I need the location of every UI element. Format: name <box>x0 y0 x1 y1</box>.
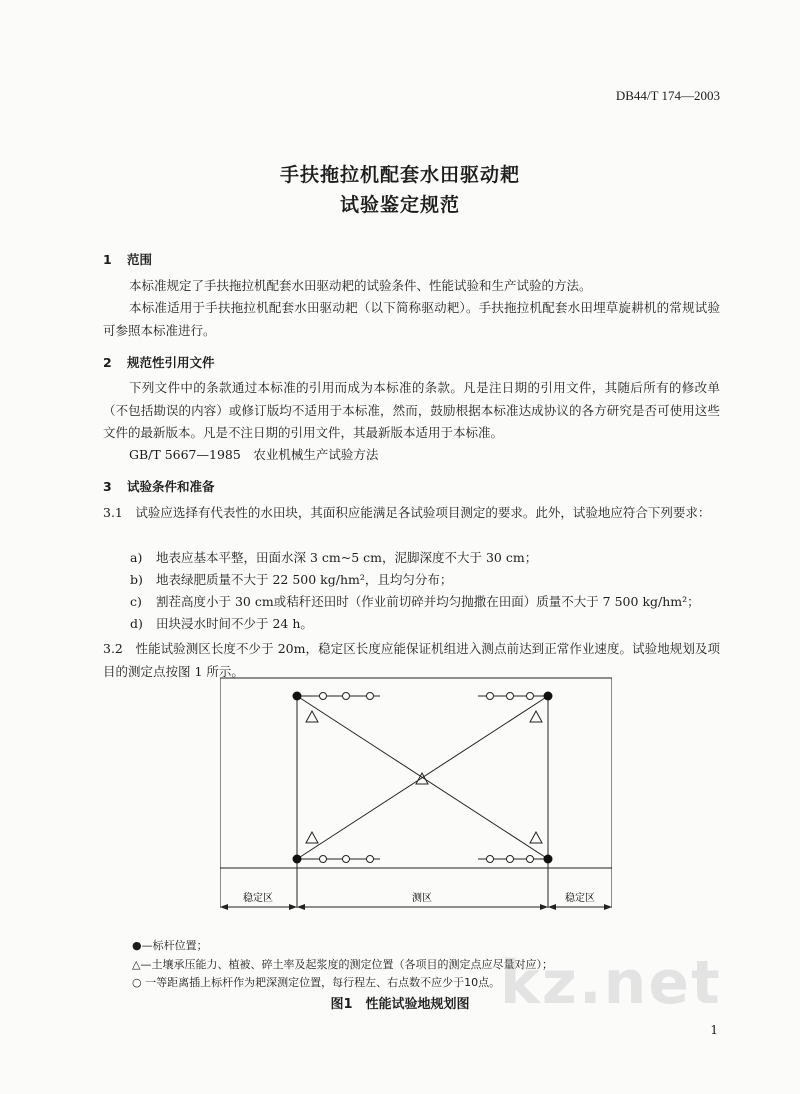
section-2-heading <box>103 353 215 371</box>
section-number: 2 <box>103 355 112 370</box>
zone-label-stable-right: 稳定区 <box>565 893 595 904</box>
arrow-left-icon <box>297 904 305 910</box>
zone-label-stable-left: 稳定区 <box>243 893 273 904</box>
list-item <box>130 592 700 610</box>
list-marker: c) <box>130 594 142 609</box>
depth-point-icon <box>527 693 534 700</box>
zone-label-test: 测区 <box>412 893 432 904</box>
depth-point-icon <box>320 856 327 863</box>
arrow-right-icon <box>540 904 548 910</box>
depth-point-icon <box>367 693 374 700</box>
section-number: 3 <box>103 479 112 494</box>
section-1-paragraph-1: 本标准规定了手扶拖拉机配套水田驱动耙的试验条件、性能试验和生产试验的方法。 <box>129 278 592 293</box>
list-item <box>130 570 452 588</box>
section-1-paragraph-2: 本标准适用于手扶拖拉机配套水田驱动耙（以下简称驱动耙）。手扶拖拉机配套水田埋草旋耕机的常规试验可参照本标准进行。 <box>103 300 720 338</box>
document-title-line2: 试验鉴定规范 <box>339 194 460 216</box>
depth-point-icon <box>527 856 534 863</box>
test-field-layout-diagram <box>220 670 612 928</box>
page-number: 1 <box>710 1023 718 1037</box>
marker-pole-icon <box>544 855 553 864</box>
list-marker: b) <box>130 572 143 587</box>
document-title-line1: 手扶拖拉机配套水田驱动耙 <box>279 164 520 186</box>
section-number: 1 <box>103 252 112 267</box>
arrow-right-icon <box>289 904 297 910</box>
marker-pole-icon <box>544 692 553 701</box>
section-3-heading <box>103 477 215 495</box>
depth-point-icon <box>507 856 514 863</box>
soil-test-point-icon <box>306 832 318 843</box>
soil-test-point-icon <box>530 832 542 843</box>
marker-pole-icon <box>293 855 302 864</box>
depth-point-icon <box>487 693 494 700</box>
marker-pole-icon <box>293 692 302 701</box>
depth-point-icon <box>343 693 350 700</box>
legend-depth-point: ○ 一等距离插上标杆作为耙深测定位置，每行程左、右点数不应少于10点。 <box>132 976 501 989</box>
standard-code: DB44/T 174—2003 <box>615 88 720 103</box>
list-text: 田块浸水时间不少于 24 h。 <box>156 616 313 631</box>
section-title: 试验条件和准备 <box>127 479 215 494</box>
depth-point-icon <box>507 693 514 700</box>
section-title: 范围 <box>127 252 153 267</box>
figure-caption: 图1 性能试验地规划图 <box>330 997 470 1012</box>
list-text: 割茬高度小于 30 cm或秸秆还田时（作业前切碎并均匀抛撒在田面）质量不大于 7 500 kg/hm²； <box>156 594 700 609</box>
normative-reference: GB/T 5667—1985 农业机械生产试验方法 <box>129 447 379 462</box>
list-text: 地表绿肥质量不大于 22 500 kg/hm²，且均匀分布； <box>156 572 453 587</box>
watermark: kz.net <box>500 948 722 1018</box>
list-item <box>130 548 537 566</box>
depth-point-icon <box>367 856 374 863</box>
section-1-heading <box>103 250 152 268</box>
arrow-right-icon <box>604 904 612 910</box>
list-item <box>130 614 313 632</box>
list-marker: d) <box>130 616 143 631</box>
clause-3-1: 3.1 试验应选择有代表性的水田块，其面积应能满足各试验项目测定的要求。此外，试验地应符合下列要求： <box>103 505 711 520</box>
legend-marker-pole: ●—标杆位置； <box>132 939 208 952</box>
depth-point-icon <box>320 693 327 700</box>
clause-3-2: 3.2 性能试验测区长度不少于 20m，稳定区长度应能保证机组进入测点前达到正常作业速度。试验地规划及项目的测定点按图 1 所示。 <box>103 641 720 679</box>
list-text: 地表应基本平整，田面水深 3 cm~5 cm，泥脚深度不大于 30 cm； <box>156 550 538 565</box>
depth-point-icon <box>487 856 494 863</box>
arrow-left-icon <box>548 904 556 910</box>
soil-test-point-icon <box>306 711 318 722</box>
depth-point-icon <box>343 856 350 863</box>
legend-soil-test: △—土壤承压能力、植被、碎土率及起浆度的测定位置（各项目的测定点应尽量对应）； <box>132 958 553 971</box>
arrow-left-icon <box>220 904 228 910</box>
soil-test-point-icon <box>530 711 542 722</box>
list-marker: a) <box>130 550 143 565</box>
section-title: 规范性引用文件 <box>127 355 215 370</box>
section-2-paragraph: 下列文件中的条款通过本标准的引用而成为本标准的条款。凡是注日期的引用文件，其随后所有的修改单（不包括勘误的内容）或修订版均不适用于本标准，然而，鼓励根据本标准达成协议的各方研究是否可使用这些文件的最新版本。凡是不注日期的引用文件，其最新版本适用于本标准。 <box>103 380 720 440</box>
